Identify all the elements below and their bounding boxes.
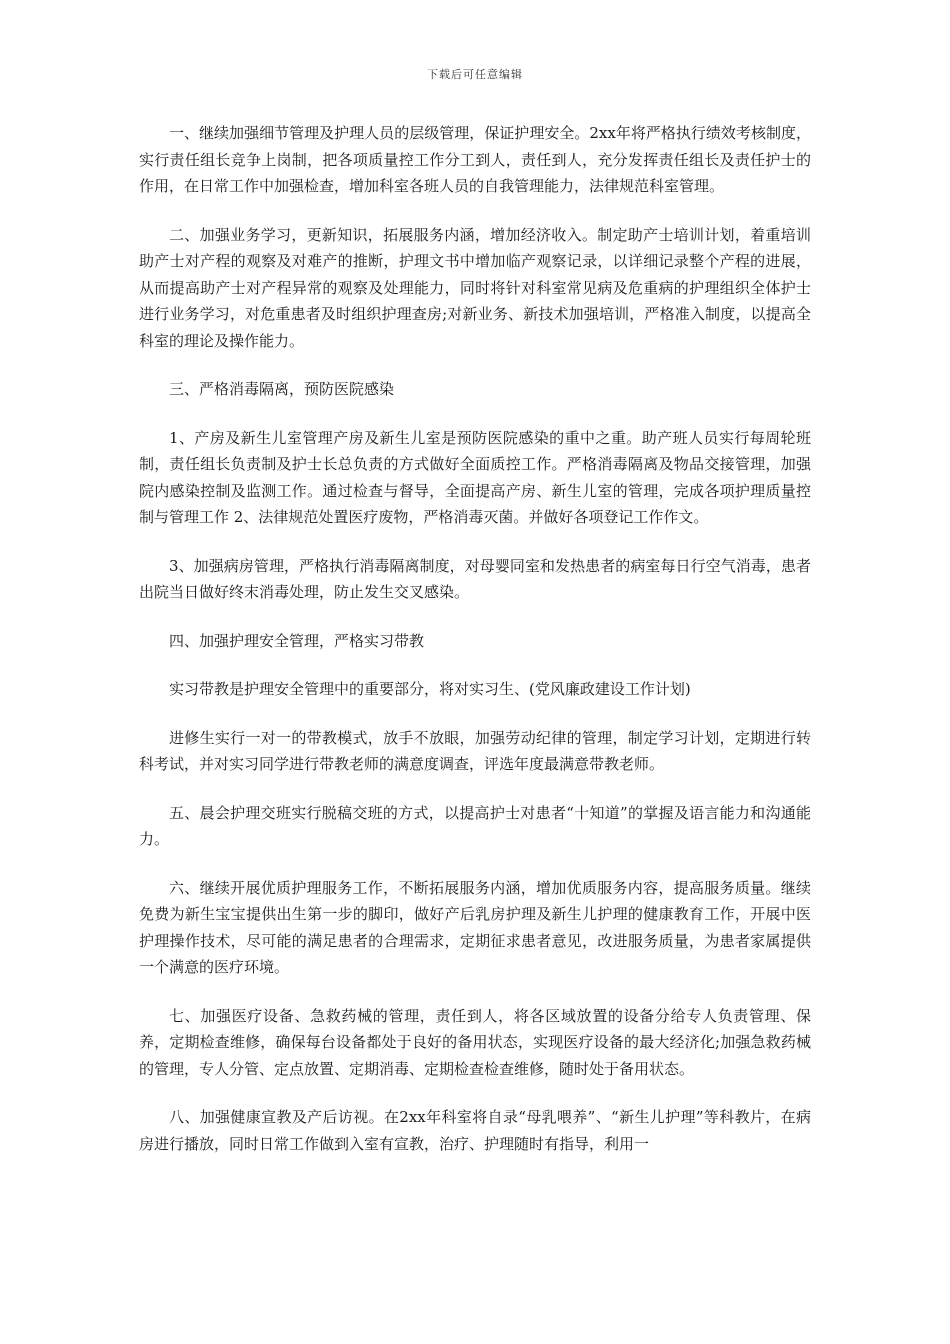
paragraph-7: 七、加强医疗设备、急救药械的管理，责任到人，将各区域放置的设备分给专人负责管理、保养，定期检查维修，确保每台设备都处于良好的备用状态，实现医疗设备的最大经济化;加强急救药械的管理，专人分管、定点放置、定期消毒、定期检查检查维修，随时处于备用状态。 [139,1006,811,1078]
section-heading-3: 三、严格消毒隔离，预防医院感染 [169,380,395,398]
paragraph-3-1: 1、产房及新生儿室管理产房及新生儿室是预防医院感染的重中之重。助产班人员实行每周轮班制，责任组长负责制及护士长总负责的方式做好全面质控工作。严格消毒隔离及物品交接管理，加强院内感染控制及监测工作。通过检查与督导，全面提高产房、新生儿室的管理，完成各项护理质量控制与管理工作 2、法律规范处置医疗废物，严格消毒灭菌。并做好各项登记工作作文。 [139,428,811,526]
paragraph-1: 一、继续加强细节管理及护理人员的层级管理，保证护理安全。2xx年将严格执行绩效考核制度，实行责任组长竞争上岗制，把各项质量控工作分工到人，责任到人，充分发挥责任组长及责任护士的作用，在日常工作中加强检查，增加科室各班人员的自我管理能力，法律规范科室管理。 [139,124,811,195]
paragraph-2: 二、加强业务学习，更新知识，拓展服务内涵，增加经济收入。制定助产士培训计划，着重培训助产士对产程的观察及对难产的推断，护理文书中增加临产观察记录，以详细记录整个产程的进展，从而提高助产士对产程异常的观察及处理能力，同时将针对科室常见病及危重病的护理组织全体护士进行业务学习，对危重患者及时组织护理查房;对新业务、新技术加强培训，严格准入制度，以提高全科室的理论及操作能力。 [139,225,811,350]
paragraph-6: 六、继续开展优质护理服务工作，不断拓展服务内涵，增加优质服务内容，提高服务质量。继续免费为新生宝宝提供出生第一步的脚印，做好产后乳房护理及新生儿护理的健康教育工作，开展中医护理操作技术，尽可能的满足患者的合理需求，定期征求患者意见，改进服务质量，为患者家属提供一个满意的医疗环境。 [139,878,811,976]
paragraph-3-3: 3、加强病房管理，严格执行消毒隔离制度，对母婴同室和发热患者的病室每日行空气消毒，患者出院当日做好终末消毒处理，防止发生交叉感染。 [139,556,811,601]
section-heading-4: 四、加强护理安全管理，严格实习带教 [169,631,425,650]
paragraph-4-intro: 实习带教是护理安全管理中的重要部分，将对实习生、(党风廉政建设工作计划) [169,680,691,698]
paragraph-4-body: 进修生实行一对一的带教模式，放手不放眼，加强劳动纪律的管理，制定学习计划，定期进行转科考试，并对实习同学进行带教老师的满意度调查，评选年度最满意带教老师。 [139,728,811,773]
document-body [139,120,811,1179]
page-header-note: 下载后可任意编辑 [427,68,523,81]
paragraph-5: 五、晨会护理交班实行脱稿交班的方式，以提高护士对患者“十知道”的掌握及语言能力和沟通能力。 [139,803,811,848]
paragraph-8: 八、加强健康宣教及产后访视。在2xx年科室将自录“母乳喂养”、“新生儿护理”等科教片，在病房进行播放，同时日常工作做到入室有宣教，治疗、护理随时有指导，利用一 [139,1108,811,1153]
